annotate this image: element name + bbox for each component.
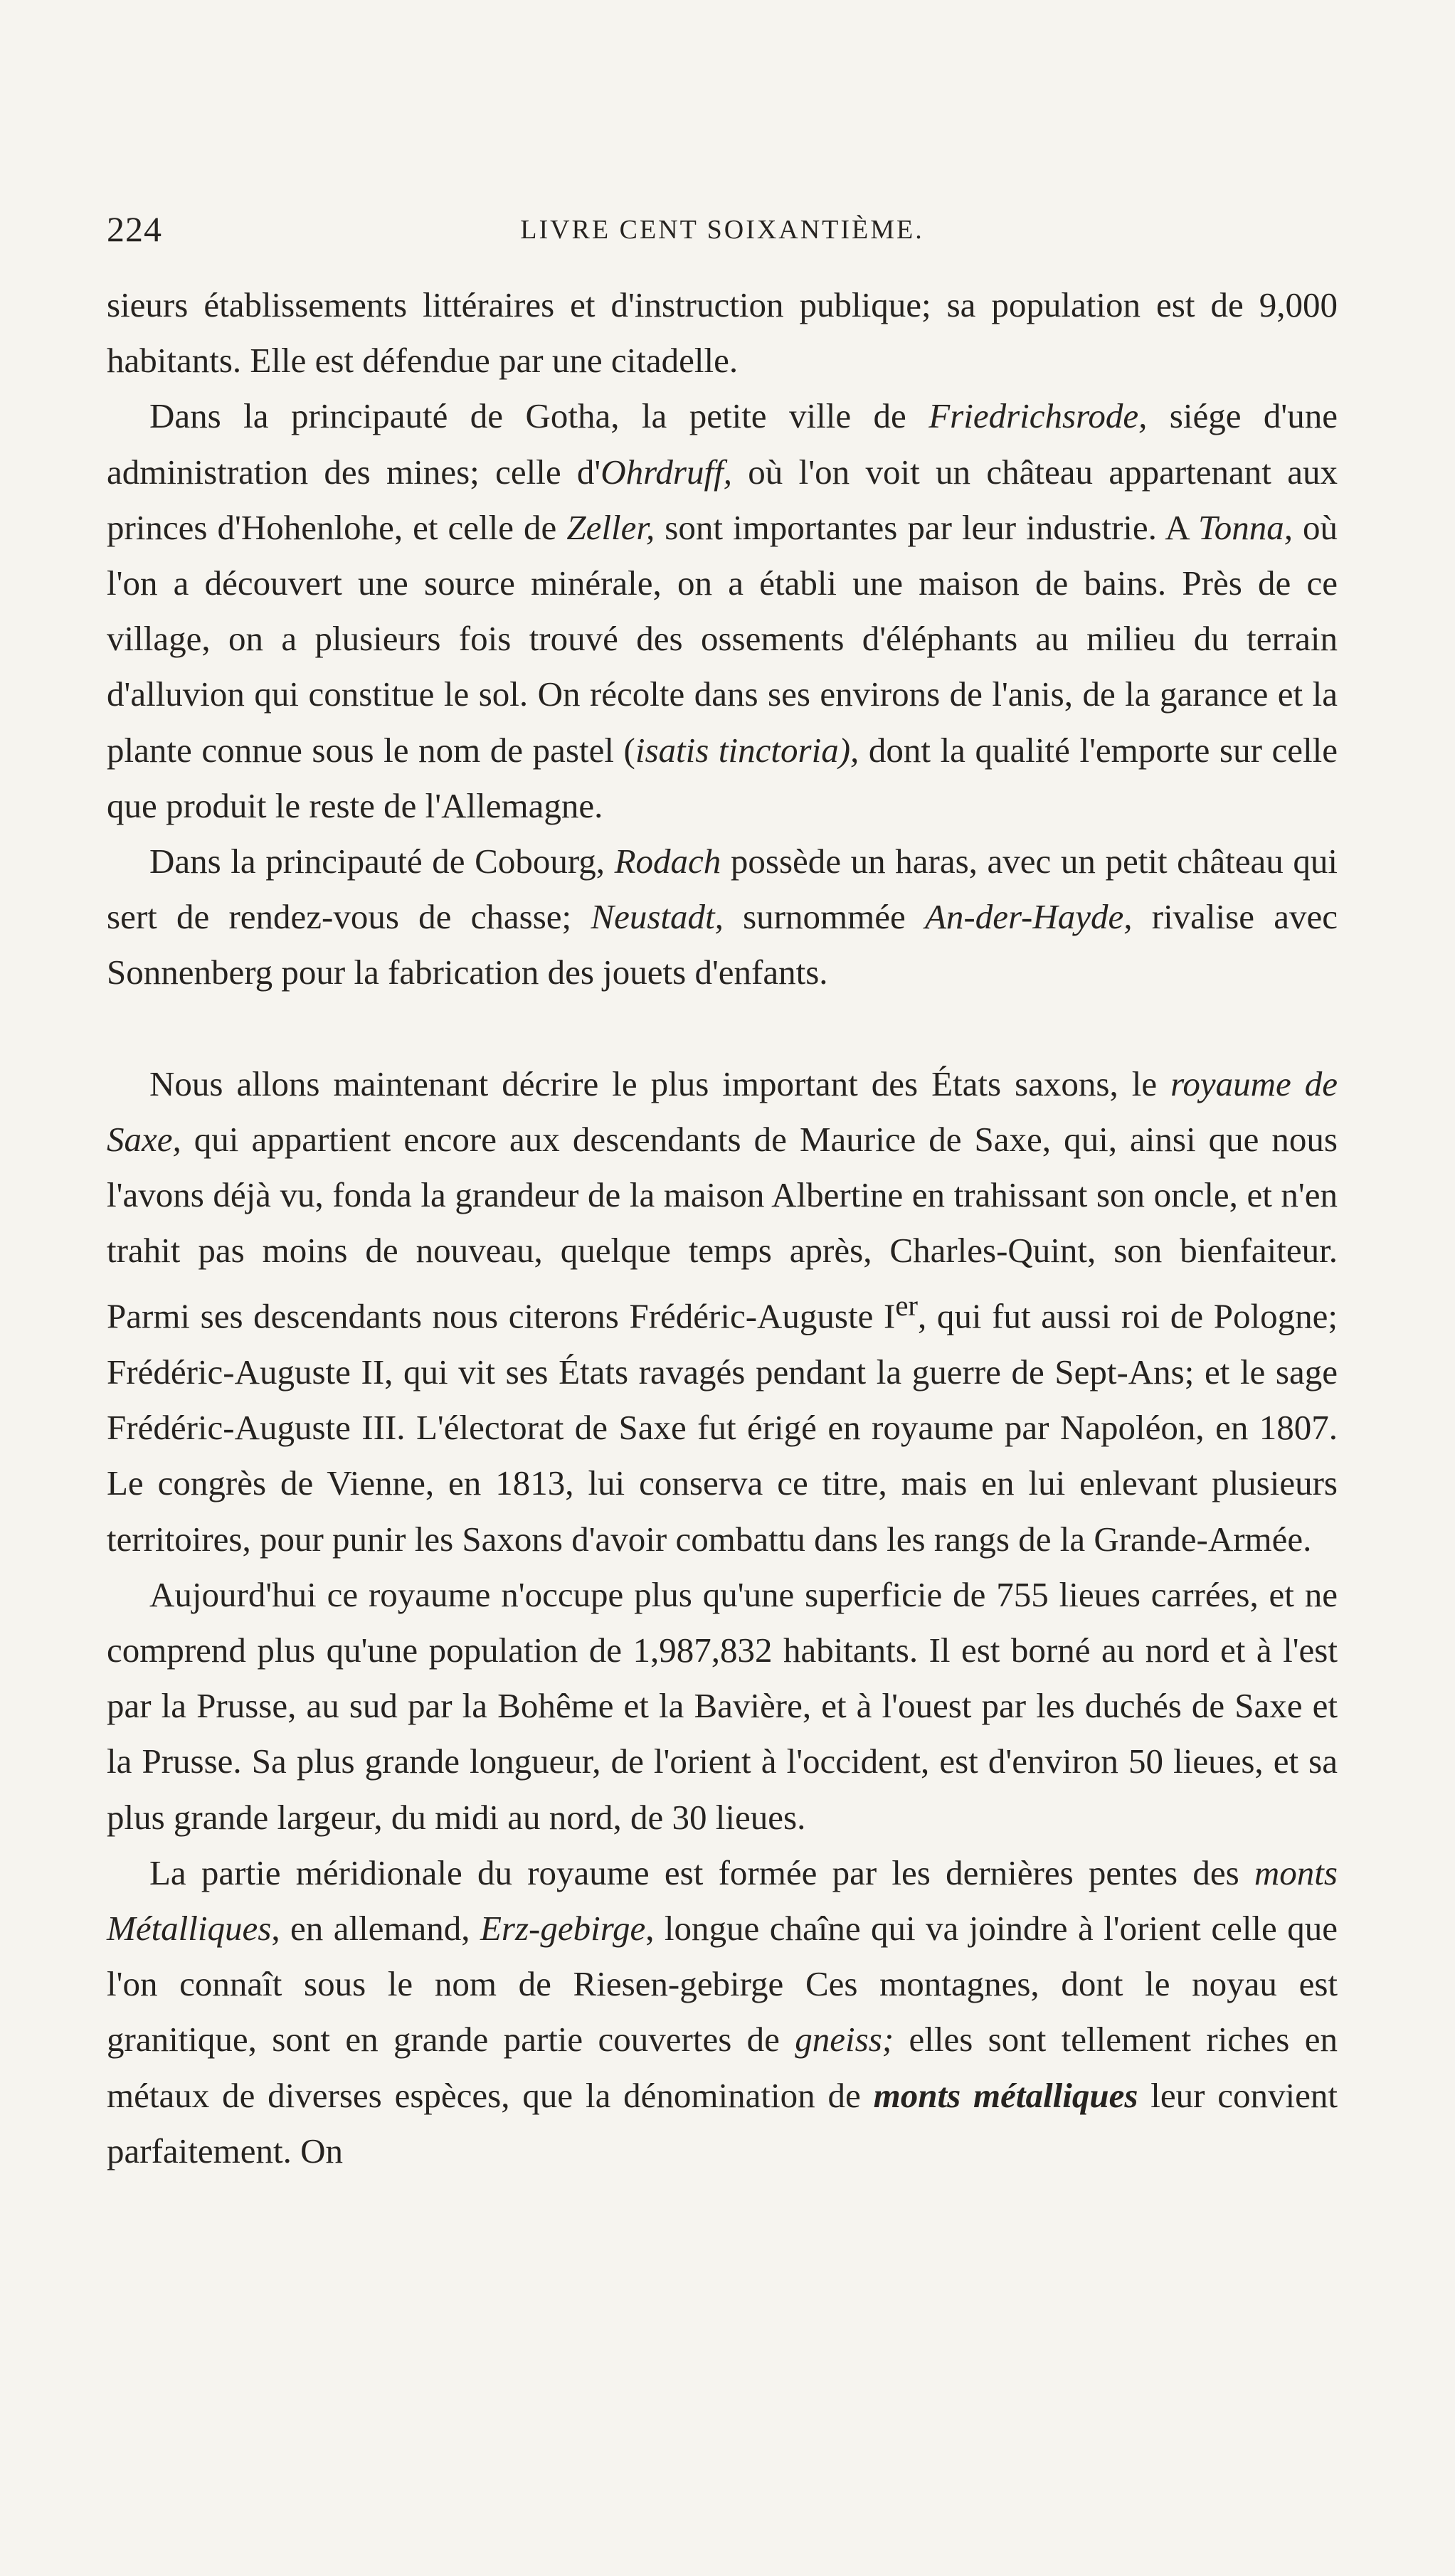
place-name-rodach: Rodach	[614, 842, 721, 881]
place-name-ohrdruff: Ohrdruff,	[600, 452, 732, 492]
text-span: , longue chaîne qui va joindre à l'orient celle que l'on connaît sous le nom de Riesen-gebirge Ces montagnes, dont le noyau est granitique, sont en grande partie couvertes de	[107, 1909, 1338, 2060]
place-name-an-der-hayde: An-der-Hayde,	[924, 897, 1133, 937]
text-span: dont la qualité l'emporte sur celle que produit le reste de l'Allemagne.	[107, 730, 1338, 825]
place-name-royaume-de-saxe: royaume de Saxe,	[107, 1064, 1338, 1159]
text-span: , qui fut aussi roi de Pologne; Frédéric-Auguste II, qui vit ses États ravagés pendant la guerre de Sept-Ans; et le sage Frédéric-Auguste III. L'électorat de Saxe fut érigé en royaume par Napoléon, en 1807. Le congrès de Vienne, en 1813, lui conserva ce titre, mais en lui enlevant plusieurs territoires, pour punir les Saxons d'avoir combattu dans les rangs de la Grande-Armée.	[107, 1296, 1338, 1559]
text-span: où l'on voit un château appartenant aux princes d'Hohenlohe, et celle de	[107, 452, 1338, 547]
paragraph-1	[107, 277, 1338, 388]
text-span: La partie méridionale du royaume est formée par les dernières pentes des	[149, 1853, 1254, 1892]
page-number: 224	[107, 209, 162, 249]
text-span: , en allemand,	[271, 1909, 480, 1949]
text-span: Nous allons maintenant décrire le plus important des États saxons, le	[149, 1064, 1171, 1103]
text-span: où l'on a découvert une source minérale, on a établi une maison de bains. Près de ce village, on a plusieurs fois trouvé des ossements d'éléphants au milieu du terrain d'alluvion qui constitue le sol. On récolte dans ses environs de l'anis, de la garance et la plante connue sous le nom de pastel (	[107, 507, 1338, 770]
paragraph-6	[107, 1845, 1338, 2179]
text-span: sont importantes par leur industrie. A	[655, 507, 1198, 547]
term-monts-metalliques: monts métalliques	[873, 2075, 1138, 2115]
term-gneiss: gneiss;	[795, 2020, 894, 2060]
text-span: siége d'une administration des mines; celle d'	[107, 396, 1338, 492]
text-span: elles sont tellement riches en métaux de diverses espèces, que la dénomination de	[107, 2020, 1338, 2115]
text-span: leur convient parfaitement. On	[107, 2075, 1338, 2170]
body-text	[107, 277, 1338, 2179]
place-name-friedrichsrode: Friedrichsrode,	[928, 396, 1148, 436]
place-name-tonna: Tonna,	[1197, 507, 1293, 547]
text-span: rivalise avec Sonnenberg pour la fabrication des jouets d'enfants.	[107, 897, 1338, 992]
place-name-neustadt: Neustadt,	[591, 897, 724, 937]
paragraph-3	[107, 834, 1338, 1001]
running-title: LIVRE CENT SOIXANTIÈME.	[520, 215, 924, 245]
text-span: Dans la principauté de Gotha, la petite ville de	[149, 396, 929, 436]
paragraph-2	[107, 388, 1338, 834]
place-name-monts-metalliques: monts Métalliques	[107, 1853, 1338, 1949]
place-name-zeller: Zeller,	[566, 507, 655, 547]
text-span: surnommée	[723, 897, 925, 937]
text-span: sieurs établissements littéraires et d'instruction publique; sa population est de 9,000 habitants. Elle est défendue par une citadelle.	[107, 285, 1338, 381]
paragraph-4	[107, 1056, 1338, 1567]
page-header	[107, 208, 1338, 250]
text-span: Dans la principauté de Cobourg,	[149, 842, 615, 881]
place-name-erz-gebirge: Erz-gebirge	[480, 1909, 646, 1949]
text-span: Aujourd'hui ce royaume n'occupe plus qu'une superficie de 755 lieues carrées, et ne comprend plus qu'une population de 1,987,832 habitants. Il est borné au nord et à l'est par la Prusse, au sud par la Bohême et la Bavière, et à l'ouest par les duchés de Saxe et la Prusse. Sa plus grande longueur, de l'orient à l'occident, est d'environ 50 lieues, et sa plus grande largeur, du midi au nord, de 30 lieues.	[107, 1574, 1338, 1837]
text-span: qui appartient encore aux descendants de Maurice de Saxe, qui, ainsi que nous l'avons déjà vu, fonda la grandeur de la maison Albertine en trahissant son oncle, et n'en trahit pas moins de nouveau, quelque temps après, Charles-Quint, son bienfaiteur. Parmi ses descendants nous citerons Frédéric-Auguste I	[107, 1119, 1338, 1336]
latin-name-isatis: isatis tinctoria),	[635, 730, 859, 770]
superscript-er: er	[895, 1290, 919, 1323]
text-span: possède un haras, avec un petit château qui sert de rendez-vous de chasse;	[107, 842, 1338, 937]
paragraph-5	[107, 1567, 1338, 1845]
